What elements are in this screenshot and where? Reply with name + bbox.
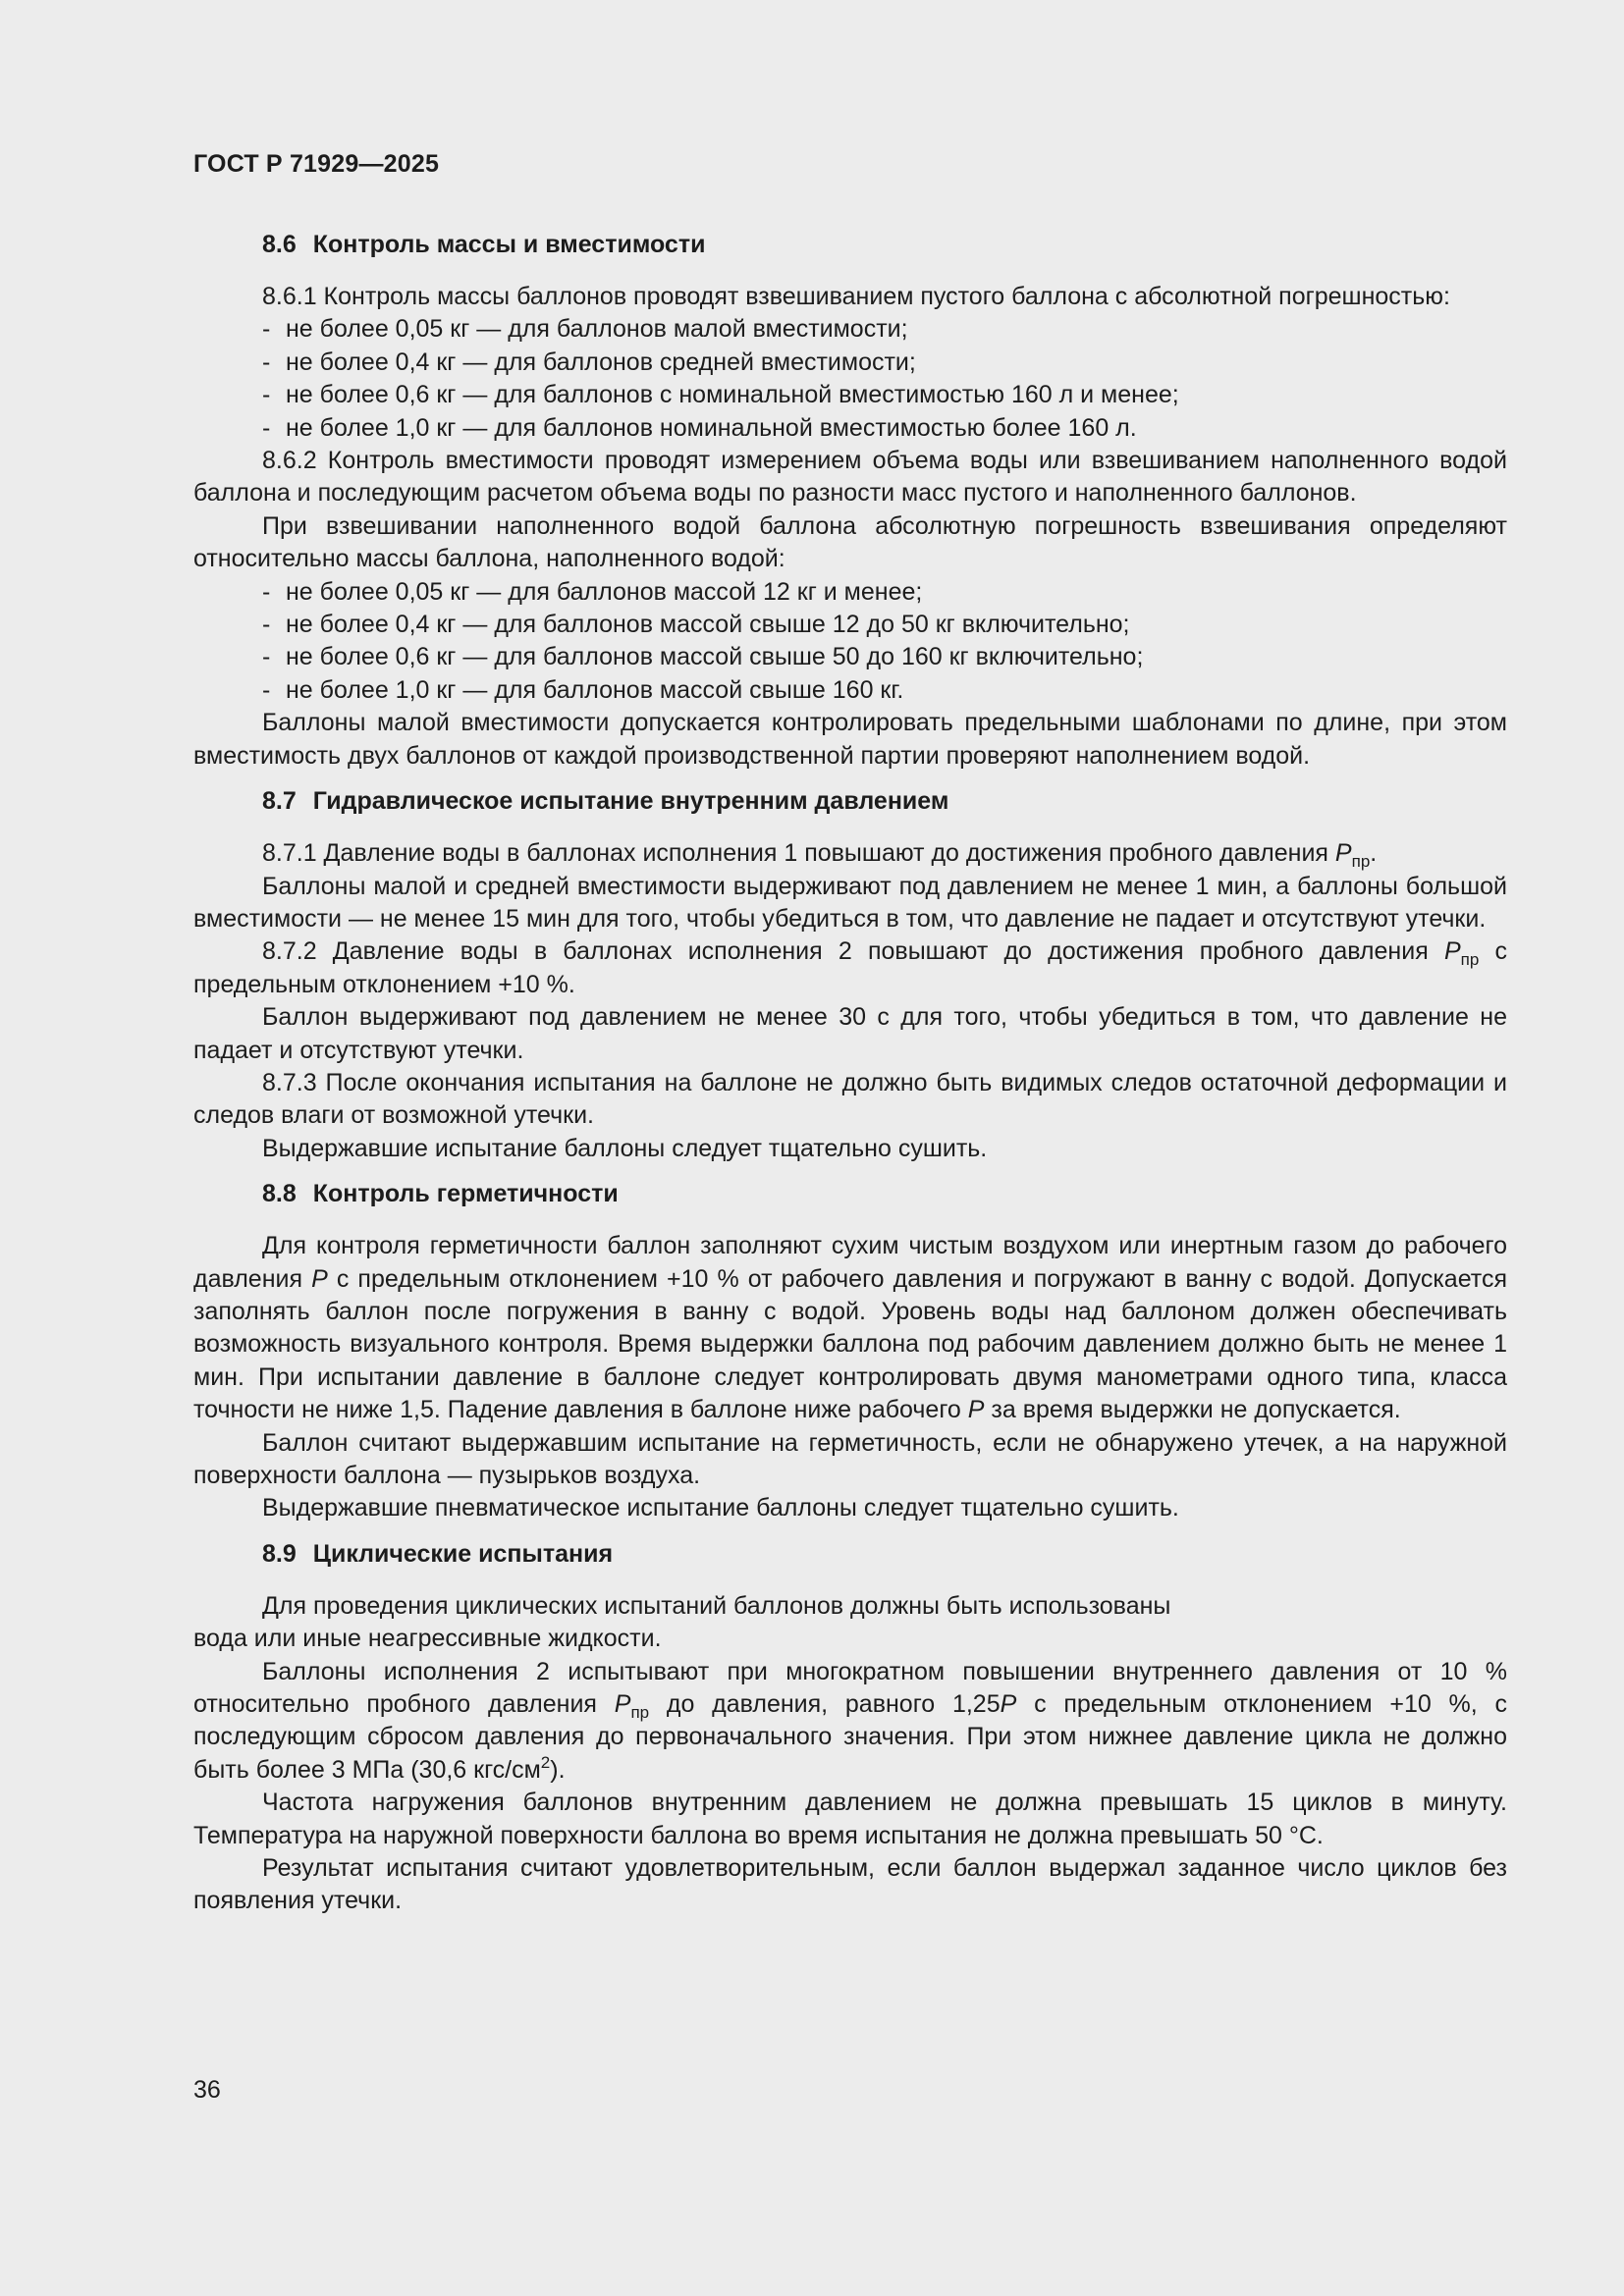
section-heading-8-6: 8.6 Контроль массы и вместимости [262,231,706,258]
paragraph: Выдержавшие испытание баллоны следует тщательно сушить. [262,1134,988,1162]
section-heading-8-9: 8.9 Циклические испытания [262,1539,614,1568]
document-page [193,147,1507,1918]
section-heading-8-7: 8.7 Гидравлическое испытание внутренним давлением [262,787,949,816]
list-mass-tolerance [193,313,1507,445]
standard-header: ГОСТ Р 71929—2025 [193,150,440,178]
paragraph: Для проведения циклических испытаний баллонов должны быть использованы вода или иные неагрессивные жидкости. [193,1591,1171,1653]
list-item: - не более 0,6 кг — для баллонов массой свыше 50 до 160 кг включительно; [262,643,1144,671]
list-item: - не более 0,05 кг — для баллонов массой 12 кг и менее; [262,577,923,606]
list-item: - не более 1,0 кг — для баллонов номинальной вместимостью более 160 л. [262,413,1137,442]
paragraph-8-7-2: 8.7.2 Давление воды в баллонах исполнения 2 повышают до достижения пробного давления $P_{пр}$ с предельным отклонением +10 %. [193,937,1507,998]
page-number: 36 [193,2076,221,2104]
list-item: - не более 0,05 кг — для баллонов малой вместимости; [262,315,908,344]
paragraph-8-7-1: 8.7.1 Давление воды в баллонах исполнения 1 повышают до достижения пробного давления $P_{пр}$. [262,839,1378,872]
list-item: - не более 0,6 кг — для баллонов с номинальной вместимостью 160 л и менее; [262,381,1179,409]
paragraph: Выдержавшие пневматическое испытание баллоны следует тщательно сушить. [262,1494,1179,1522]
section-heading-8-8: 8.8 Контроль герметичности [262,1180,619,1208]
paragraph: При взвешивании наполненного водой баллона абсолютную погрешность взвешивания определяют относительно массы баллона, наполненного водой: [193,511,1507,573]
list-item: - не более 0,4 кг — для баллонов средней вместимости; [262,347,916,376]
list-item: - не более 0,4 кг — для баллонов массой свыше 12 до 50 кг включительно; [262,611,1130,639]
paragraph: Баллон считают выдержавшим испытание на герметичность, если не обнаружено утечек, а на наружной поверхности баллона — пузырьков воздуха. [193,1428,1507,1489]
paragraph-8-6-2: 8.6.2 Контроль вместимости проводят измерением объема воды или взвешиванием наполненного водой баллона и последующим расчетом объема воды по разности масс пустого и наполненного баллонов. [193,447,1507,507]
list-item: - не более 1,0 кг — для баллонов массой свыше 160 кг. [262,675,904,704]
paragraph: Баллоны исполнения 2 испытывают при многократном повышении внутреннего давления от 10 % относительно пробного давления $P_{пр}$ до давления, равного 1,25P с предельным отклонением +10 %, с последующим сбросом давления до первоначального значения. При этом нижнее давление цикла не должно быть более 3 МПа (30,6 кгс/$см^2$). [193,1657,1508,1784]
paragraph: Частота нагружения баллонов внутренним давлением не должна превышать 15 циклов в минуту. Температура на наружной поверхности баллона во время испытания не должна превышать 50 °С. [193,1789,1507,1849]
paragraph: Баллоны малой и средней вместимости выдерживают под давлением не менее 1 мин, а баллоны большой вместимости — не менее 15 мин для того, чтобы убедиться в том, что давление не падает и отсутствуют утечки. [193,872,1507,933]
paragraph-8-7-3: 8.7.3 После окончания испытания на баллоне не должно быть видимых следов остаточной деформации и следов влаги от возможной утечки. [193,1068,1507,1130]
paragraph: Баллон выдерживают под давлением не менее 30 с для того, чтобы убедиться в том, что давление не падает и отсутствуют утечки. [193,1003,1507,1064]
list-weighing-tolerance [193,576,1507,708]
paragraph: Для контроля герметичности баллон заполняют сухим чистым воздухом или инертным газом до рабочего давления P с предельным отклонением +10 % от рабочего давления и погружают в ванну с водой. Допускается заполнять баллон после погружения в ванну с водой. Уровень воды над баллоном должен обеспечивать возможность визуального контроля. Время выдержки баллона под рабочим давлением должно быть не менее 1 мин. При испытании давление в баллоне следует контролировать двумя манометрами одного типа, класса точности не ниже 1,5. Падение давления в баллоне ниже рабочего P за время выдержки не допускается. [193,1232,1507,1424]
paragraph: Результат испытания считают удовлетворительным, если баллон выдержал заданное число циклов без появления утечки. [193,1854,1507,1915]
paragraph-8-6-1: 8.6.1 Контроль массы баллонов проводят взвешиванием пустого баллона с абсолютной погрешностью: [262,283,1450,310]
paragraph: Баллоны малой вместимости допускается контролировать предельными шаблонами по длине, при этом вместимость двух баллонов от каждой производственной партии проверяют наполнением водой. [193,709,1507,770]
